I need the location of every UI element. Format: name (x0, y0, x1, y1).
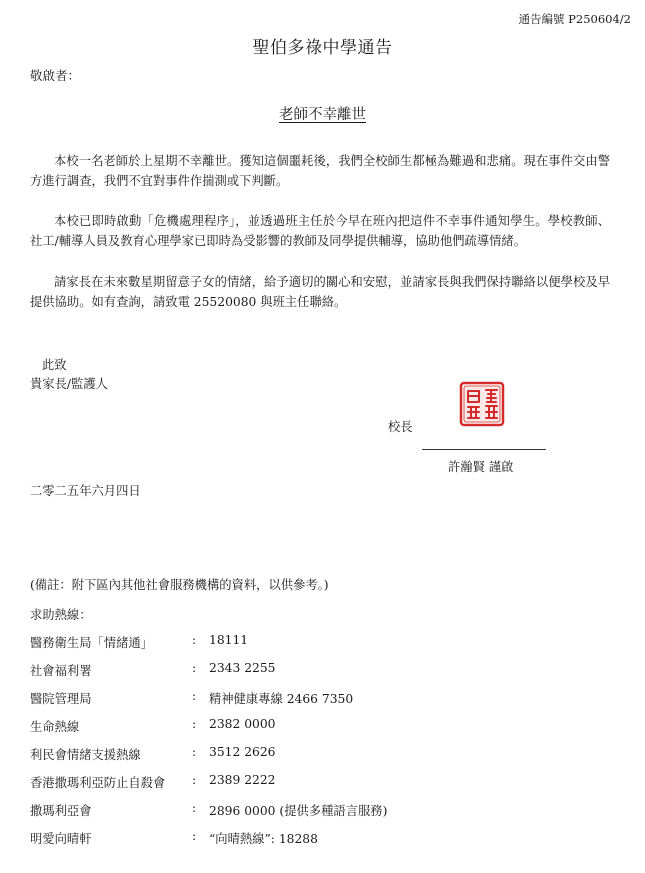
notice-subject (0, 103, 645, 124)
hotline-colon: : (192, 745, 197, 759)
principal-seal (459, 381, 505, 427)
hotline-number: 18111 (209, 633, 249, 647)
hotline-number: 2896 0000 (提供多種語言服務) (209, 804, 388, 818)
hotline-row (0, 717, 645, 737)
hotline-colon: : (192, 689, 197, 703)
hotline-colon: : (192, 633, 197, 647)
hotline-row (0, 773, 645, 793)
hotline-number: 2382 0000 (209, 717, 276, 731)
hotline-name: 醫院管理局 (30, 692, 92, 706)
hotline-name: 生命熱線 (30, 720, 80, 734)
hotline-colon: : (192, 773, 197, 787)
hotline-row (0, 661, 645, 681)
principal-label: 校長 (388, 420, 413, 434)
notice-date: 二零二五年六月四日 (30, 484, 141, 498)
hotline-row (0, 829, 645, 849)
body-paragraph: 請家長在未來數星期留意子女的情緒，給予適切的關心和安慰，並請家長與我們保持聯絡以便學校及早提供協助。如有查詢，請致電 25520080 與班主任聯絡。 (30, 275, 610, 309)
hotline-name: 社會福利署 (30, 664, 92, 678)
salutation: 敬啟者： (30, 68, 81, 83)
hotline-name: 明愛向晴軒 (30, 832, 92, 846)
hotline-title: 求助熱線： (30, 608, 92, 622)
page-title: 聖伯多祿中學通告 (252, 38, 393, 58)
hotline-number: 2389 2222 (209, 773, 276, 787)
signature-line (422, 449, 546, 450)
closing-cizhi: 此致 (42, 358, 67, 372)
hotline-name: 利民會情緒支援熱線 (30, 748, 141, 762)
hotline-colon: : (192, 661, 197, 675)
notice-number: 通告編號 P250604/2 (518, 12, 631, 26)
principal-name: 許瀚賢 謹啟 (448, 460, 514, 474)
closing-recipient: 貴家長/監護人 (30, 377, 108, 391)
hotline-colon: : (192, 717, 197, 731)
hotline-colon: : (192, 829, 197, 843)
hotline-row (0, 689, 645, 709)
hotline-name: 香港撒瑪利亞防止自殺會 (30, 776, 166, 790)
hotline-row (0, 633, 645, 653)
hotline-name: 醫務衛生局「情緒通」 (30, 636, 153, 650)
hotline-number: 精神健康專線 2466 7350 (209, 692, 354, 706)
hotline-colon: : (192, 801, 197, 815)
hotline-number: “向晴熱線”: 18288 (209, 832, 318, 846)
hotline-row (0, 745, 645, 765)
hotline-name: 撒瑪利亞會 (30, 804, 92, 818)
hotline-row (0, 801, 645, 821)
hotline-number: 2343 2255 (209, 661, 276, 675)
body-paragraph: 本校一名老師於上星期不幸離世。獲知這個噩耗後，我們全校師生都極為難過和悲痛。現在事件交由警方進行調查，我們不宜對事件作揣測或下判斷。 (30, 154, 610, 188)
body-paragraph: 本校已即時啟動「危機處理程序」，並透過班主任於今早在班內把這件不幸事件通知學生。學校教師、社工/輔導人員及教育心理學家已即時為受影響的教師及同學提供輔導，協助他們疏導情緒。 (30, 214, 610, 248)
notice-subject-text: 老師不幸離世 (279, 107, 366, 123)
appendix-remark: (備註：附下區內其他社會服務機構的資料，以供參考。) (30, 578, 329, 592)
hotline-number: 3512 2626 (209, 745, 276, 759)
